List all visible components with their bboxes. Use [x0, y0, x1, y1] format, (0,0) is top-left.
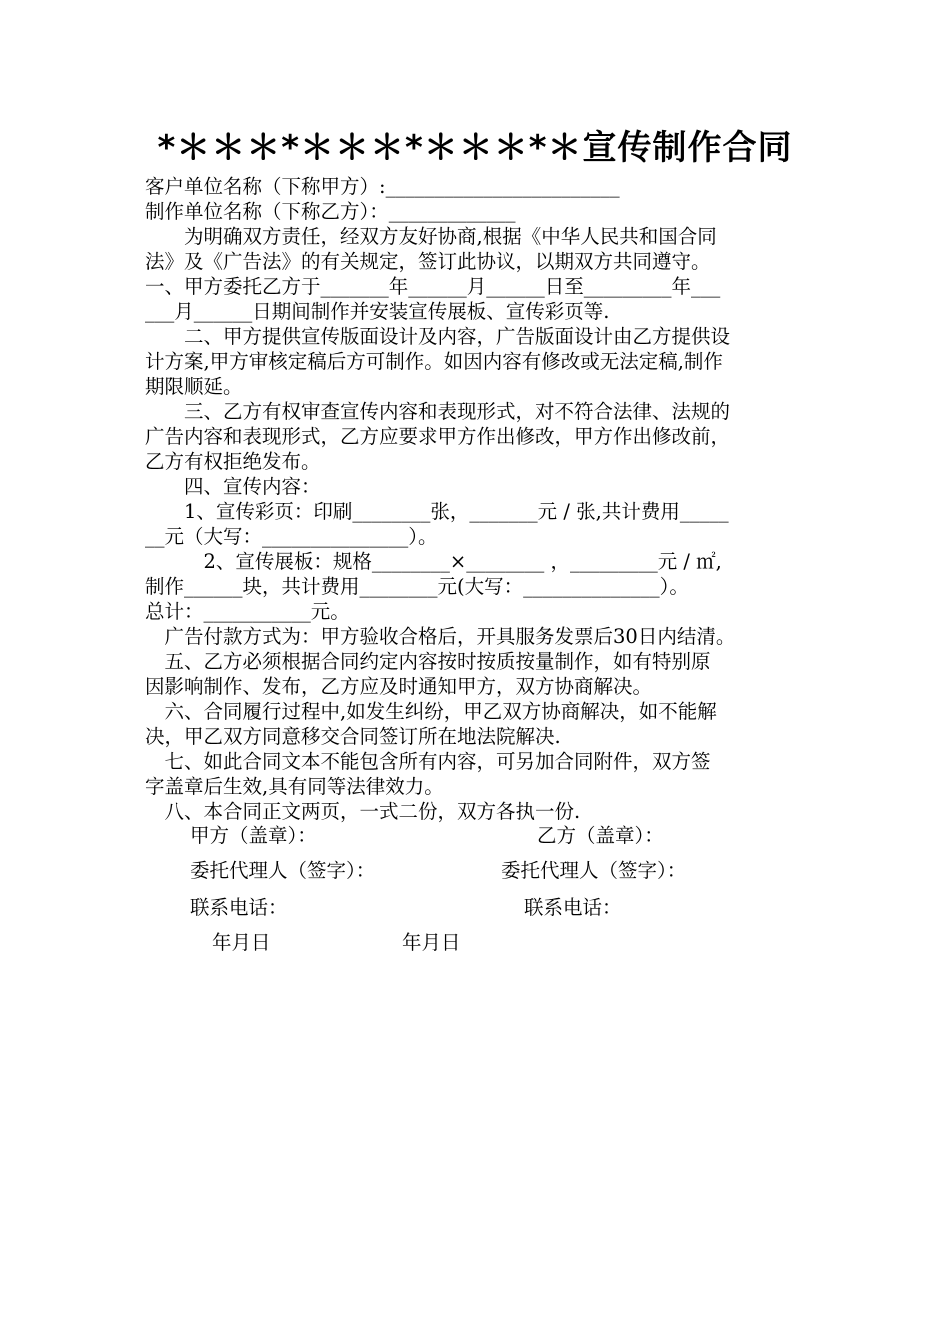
party-a-agent-label: 委托代理人（签字）：: [190, 859, 376, 882]
clause-4-heading: 四、宣传内容：: [145, 475, 321, 498]
clause-3-line-3: 乙方有权拒绝发布。: [145, 450, 321, 473]
clause-6-line-2: 决，甲乙双方同意移交合同签订所在地法院解决.: [145, 725, 561, 748]
clause-3-line-2: 广告内容和表现形式，乙方应要求甲方作出修改，甲方作出修改前，: [145, 425, 731, 448]
clause-6-line-1: 六、合同履行过程中,如发生纠纷，甲乙双方协商解决，如不能解: [145, 700, 717, 723]
clause-5-line-2: 因影响制作、发布，乙方应及时通知甲方，双方协商解决。: [145, 675, 653, 698]
party-a-phone-label: 联系电话：: [190, 896, 288, 919]
client-unit-line: 客户单位名称（下称甲方）:________________________: [145, 175, 620, 198]
party-b-date-label: 年月日: [402, 931, 461, 954]
contract-body: [145, 174, 817, 824]
clause-7-line-2: 字盖章后生效,具有同等法律效力。: [145, 775, 444, 798]
clause-8-line: 八、本合同正文两页，一式二份，双方各执一份.: [145, 800, 581, 823]
producer-unit-line: 制作单位名称（下称乙方）：_____________: [145, 200, 516, 223]
party-b-seal-label: 乙方（盖章）：: [537, 824, 664, 847]
clause-1-line-1: 一、甲方委托乙方于_______年______月______日至_________年___: [145, 275, 721, 298]
clause-4-item-2-line-2: 制作______块，共计费用________元(大写：______________）。: [145, 575, 689, 598]
party-a-date-label: 年月日: [212, 931, 271, 954]
clause-3-line-1: 三、乙方有权审查宣传内容和表现形式，对不符合法律、法规的: [145, 400, 731, 423]
total-line: 总计：___________元。: [145, 600, 350, 623]
clause-2-line-1: 二、甲方提供宣传版面设计及内容，广告版面设计由乙方提供设: [145, 325, 731, 348]
clause-5-line-1: 五、乙方必须根据合同约定内容按时按质按量制作，如有特别原: [145, 650, 711, 673]
document-title: *＊＊＊*＊＊＊*＊＊＊*＊宣传制作合同: [157, 128, 793, 168]
clause-2-line-2: 计方案,甲方审核定稿后方可制作。如因内容有修改或无法定稿,制作: [145, 350, 723, 373]
clause-4-item-2-line-1: 2、宣传展板：规格________×________ ，_________元 / ㎡,: [145, 550, 722, 573]
party-b-agent-label: 委托代理人（签字）：: [501, 859, 687, 882]
clause-1-line-2: ___月______日期间制作并安装宣传展板、宣传彩页等.: [145, 300, 610, 323]
clause-2-line-3: 期限顺延。: [145, 375, 243, 398]
party-b-phone-label: 联系电话：: [524, 896, 622, 919]
party-a-seal-label: 甲方（盖章）：: [190, 824, 317, 847]
payment-terms-line: 广告付款方式为：甲方验收合格后，开具服务发票后30日内结清。: [145, 625, 736, 648]
clause-4-item-1-line-1: 1、宣传彩页：印刷________张，_______元 / 张,共计费用_____: [145, 500, 729, 523]
clause-7-line-1: 七、如此合同文本不能包含所有内容，可另加合同附件，双方签: [145, 750, 711, 773]
preamble-line-1: 为明确双方责任，经双方友好协商,根据《中华人民共和国合同: [145, 225, 717, 248]
preamble-line-2: 法》及《广告法》的有关规定，签订此协议，以期双方共同遵守。: [145, 250, 711, 273]
clause-4-item-1-line-2: __元（大写：_______________）。: [145, 525, 438, 548]
